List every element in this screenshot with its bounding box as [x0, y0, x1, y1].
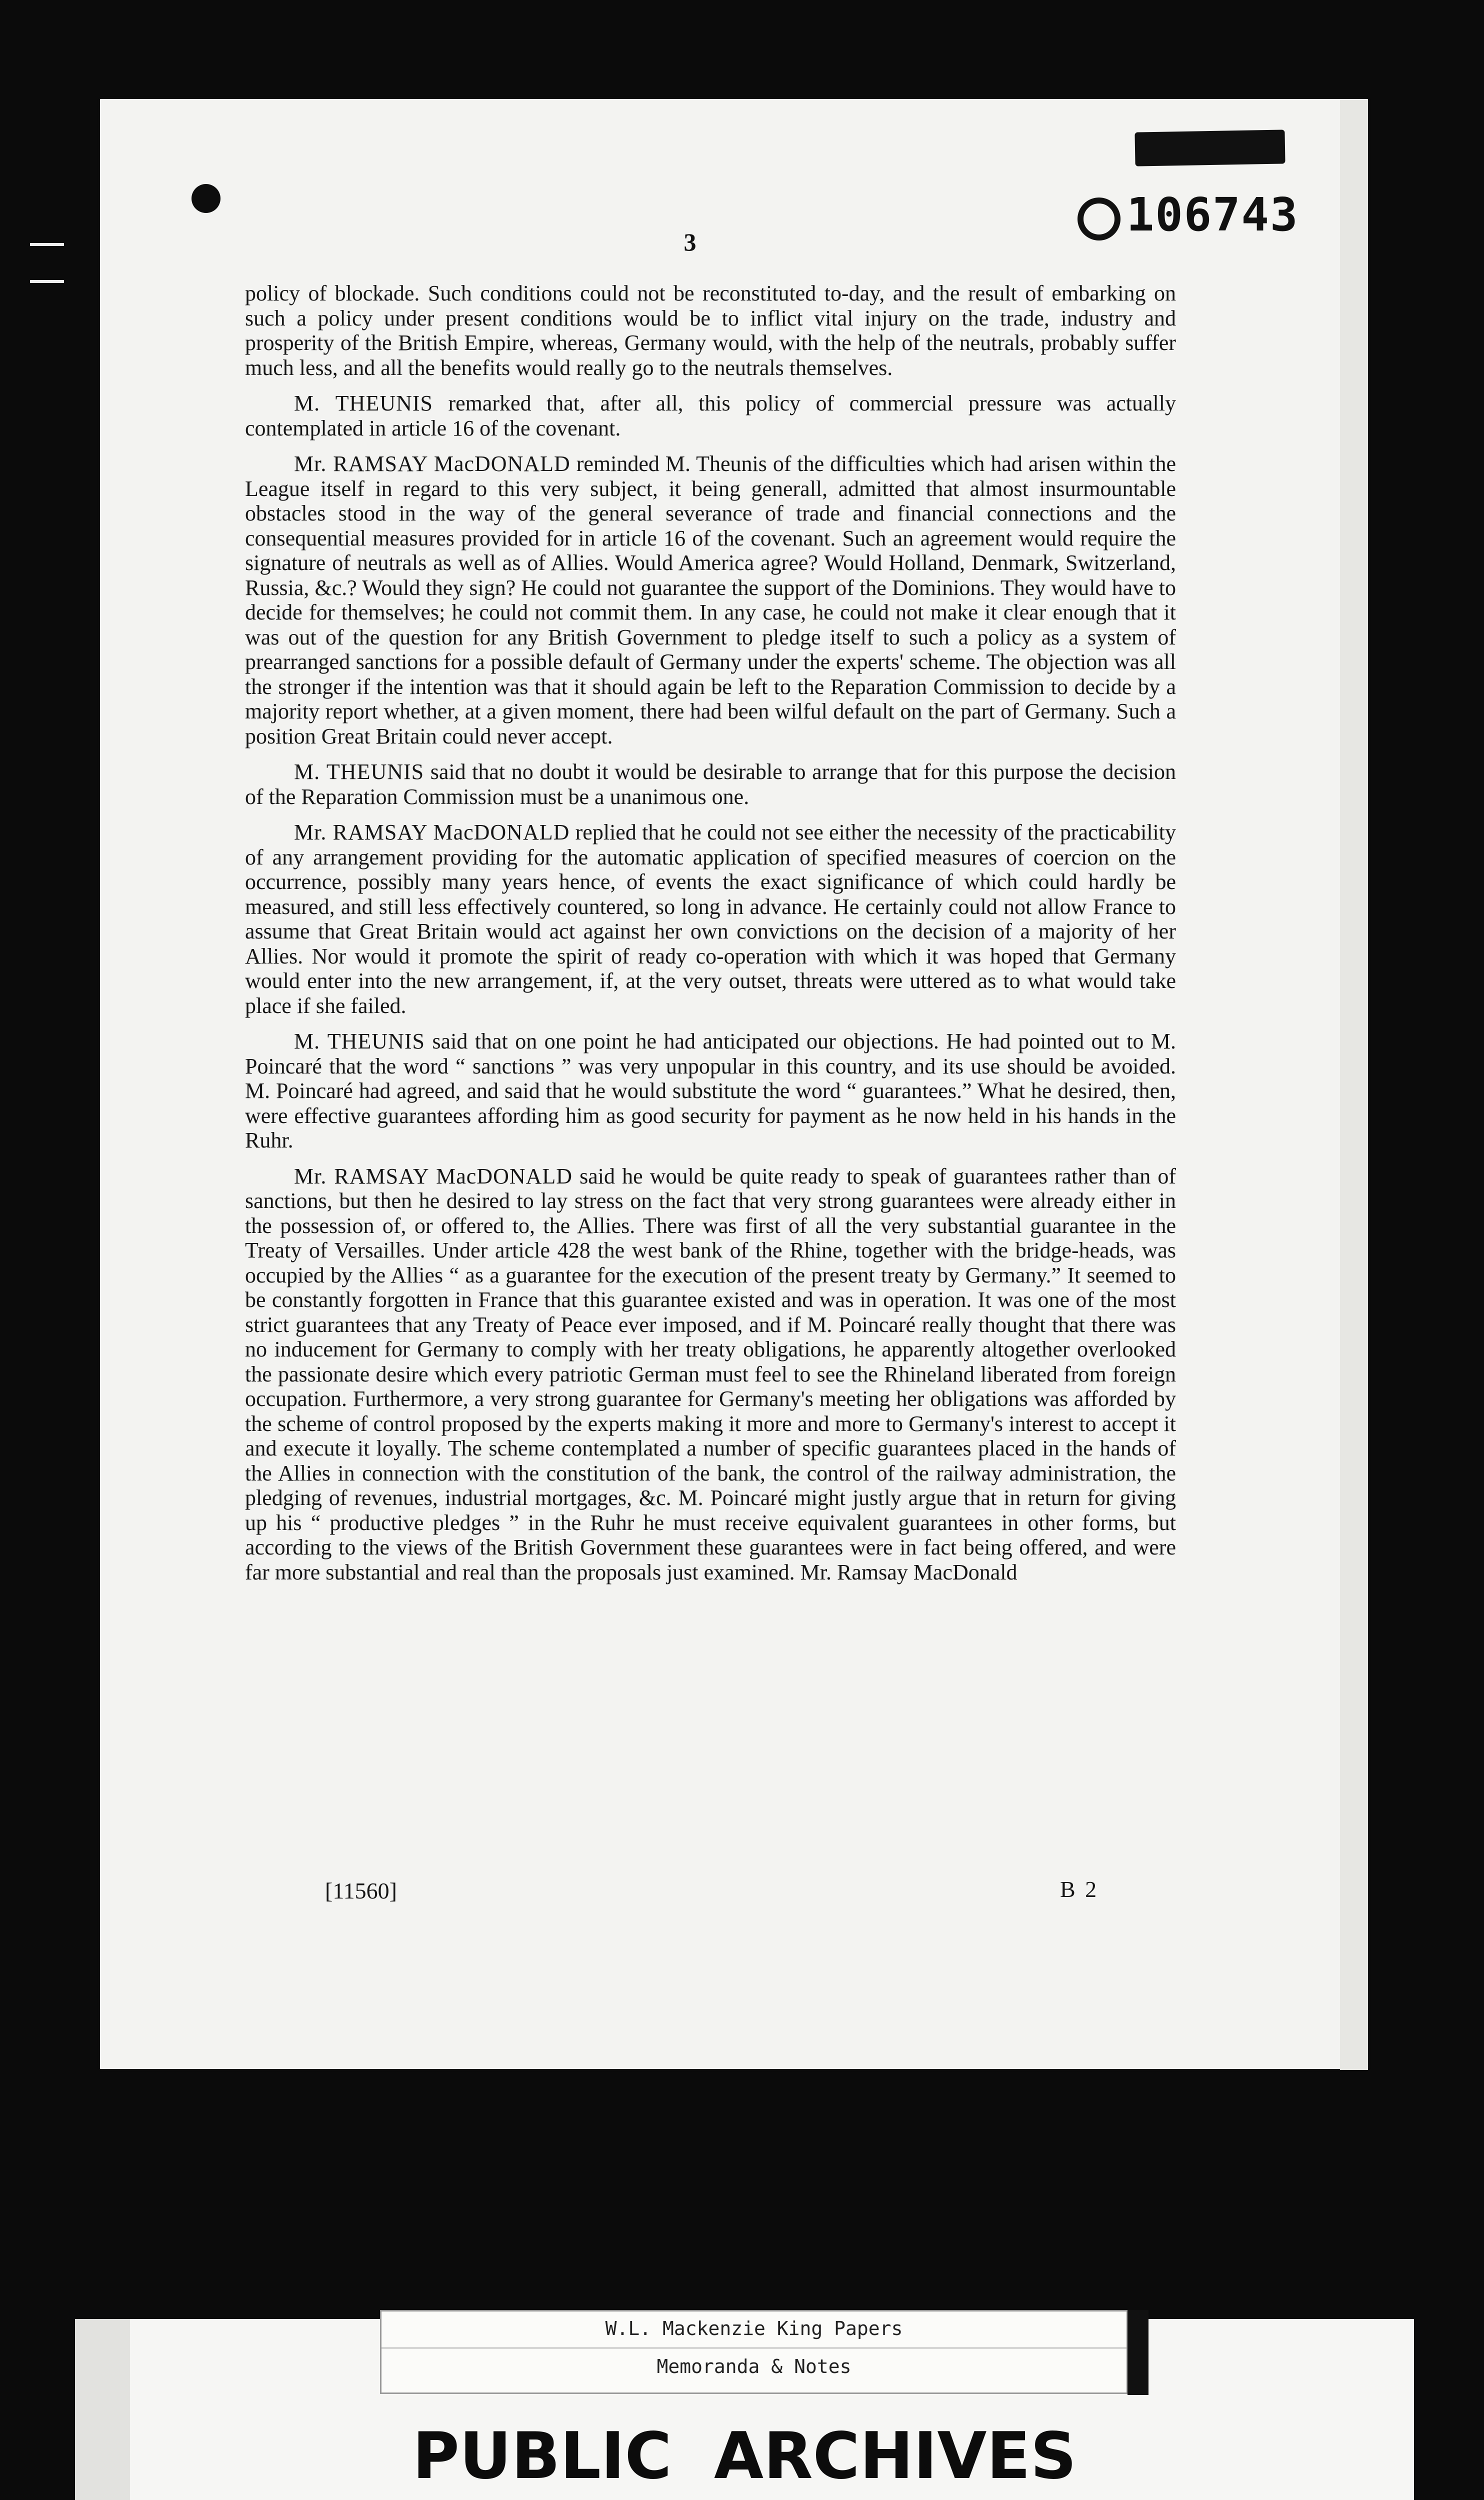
archive-heading-english: PUBLIC ARCHIVES	[412, 2419, 1076, 2494]
page-number: 3	[684, 228, 696, 256]
margin-mark	[30, 243, 64, 246]
card-tab	[1128, 2310, 1148, 2395]
document-body	[245, 281, 1176, 1596]
page-edge	[1340, 100, 1368, 2070]
paragraph-text: policy of blockade. Such conditions could not be reconstituted to-day, and the result of embarking on such a policy under present conditions would be to inflict vital injury on the trade, industry and prosperity of the British Empire, whereas, Germany would, with the help of the neutrals, probably suffer much less, and all the benefits would really go to the neutrals themselves.	[245, 281, 1176, 380]
speaker-name: M. THEUNIS	[294, 760, 424, 784]
collection-label	[380, 2310, 1128, 2394]
paragraph	[245, 281, 1176, 380]
speaker-name: Mr. RAMSAY MacDONALD	[294, 1164, 573, 1188]
paragraph	[245, 391, 1176, 440]
paragraph-text: replied that he could not see either the necessity of the practicability of any arrangement providing for the automatic application of specified measures of coercion on the occurrence, possibly many years hence, of events the exact significance of which could hardly be measured, and still less effectively countered, so long in advance. He certainly could not allow France to assume that Great Britain would act against her own convictions on the decision of a majority of her Allies. Nor would it promote the spirit of ready co-operation with which it was hoped that Germany would enter into the new arrangement, if, at the very outset, threats were uttered as to what would take place if she failed.	[245, 820, 1176, 1018]
punch-hole	[192, 184, 220, 213]
paragraph-text: reminded M. Theunis of the difficulties which had arisen within the League itself in regard to this very subject, it being generall, admitted that almost insurmountable obstacles stood in the way of the general severance of trade and financial connections and the consequential measures provided for in article 16 of the covenant. Such an agreement would require the signature of neutrals as well as of Allies. Would America agree? Would Holland, Denmark, Switzerland, Russia, &c.? Would they sign? He could not guarantee the support of the Dominions. They would have to decide for themselves; he could not commit them. In any case, he could not make it clear enough that it was out of the question for any British Government to pledge itself to such a policy as a system of prearranged sanctions for a possible default of Germany under the experts' scheme. The objection was all the stronger if the intention was that it should again be left to the Reparation Commission to decide by a majority report whether, at a given moment, there had been wilful default on the part of Germany. Such a position Great Britain could never accept.	[245, 452, 1176, 748]
paragraph	[245, 1029, 1176, 1153]
paragraph-text: said that no doubt it would be desirable to arrange that for this purpose the decision of the Reparation Commission must be a unanimous one.	[245, 760, 1176, 809]
paragraph-text: remarked that, after all, this policy of commercial pressure was actually contemplated in article 16 of the covenant.	[245, 391, 1176, 440]
speaker-name: M. THEUNIS	[294, 391, 433, 416]
speaker-name: Mr. RAMSAY MacDONALD	[294, 820, 570, 844]
footer-print-code: [11560]	[325, 1878, 397, 1904]
paragraph-text: said that on one point he had anticipated our objections. He had pointed out to M. Poincaré that the word “ sanctions ” was very unpopular in this country, and its use should be avoided. M. Poincaré had agreed, and said that he would substitute the word “ guarantees.” What he desired, then, were effective guarantees affording him as good security for payment as he now held in his hands in the Ruhr.	[245, 1029, 1176, 1152]
paragraph	[245, 820, 1176, 1018]
collection-name: W.L. Mackenzie King Papers	[605, 2318, 903, 2340]
speaker-name: Mr. RAMSAY MacDONALD	[294, 452, 570, 476]
paragraph	[245, 1164, 1176, 1585]
paragraph	[245, 760, 1176, 809]
redaction-bar	[1134, 130, 1285, 166]
paragraph-text: said he would be quite ready to speak of guarantees rather than of sanctions, but then he desired to lay stress on the fact that very strong guarantees were already either in the possession of, or offered to, the Allies. There was first of all the very substantial guarantee in the Treaty of Versailles. Under article 428 the west bank of the Rhine, together with the bridge-heads, was occupied by the Allies “ as a guarantee for the execution of the present treaty by Germany.” It seemed to be constantly forgotten in France that this guarantee existed and was in operation. It was one of the most strict guarantees that any Treaty of Peace ever imposed, and if M. Poincaré really thought that there was no inducement for Germany to comply with her treaty obligations, he apparently altogether overlooked the passionate desire which every patriotic German must feel to see the Rhineland liberated from foreign occupation. Furthermore, a very strong guarantee for Germany's meeting her obligations was afforded by the scheme of control proposed by the experts making it more and more to Germany's interest to accept it and execute it loyally. The scheme contemplated a number of specific guarantees placed in the hands of the Allies in connection with the constitution of the bank, the control of the railway administration, the pledging of revenues, industrial mortgages, &c. M. Poincaré might justly argue that in return for giving up his “ productive pledges ” in the Ruhr he must receive equivalent guarantees in other forms, but according to the views of the British Government these guarantees were in fact being offered, and were far more substantial and real than the proposals just examined. Mr. Ramsay MacDonald	[245, 1164, 1176, 1584]
speaker-name: M. THEUNIS	[294, 1029, 425, 1054]
footer-signature-mark: B 2	[1060, 1876, 1099, 1902]
margin-mark	[30, 280, 64, 283]
document-stamp-id: 106743	[1126, 188, 1299, 242]
paragraph	[245, 452, 1176, 748]
collection-series: Memoranda & Notes	[656, 2356, 852, 2378]
